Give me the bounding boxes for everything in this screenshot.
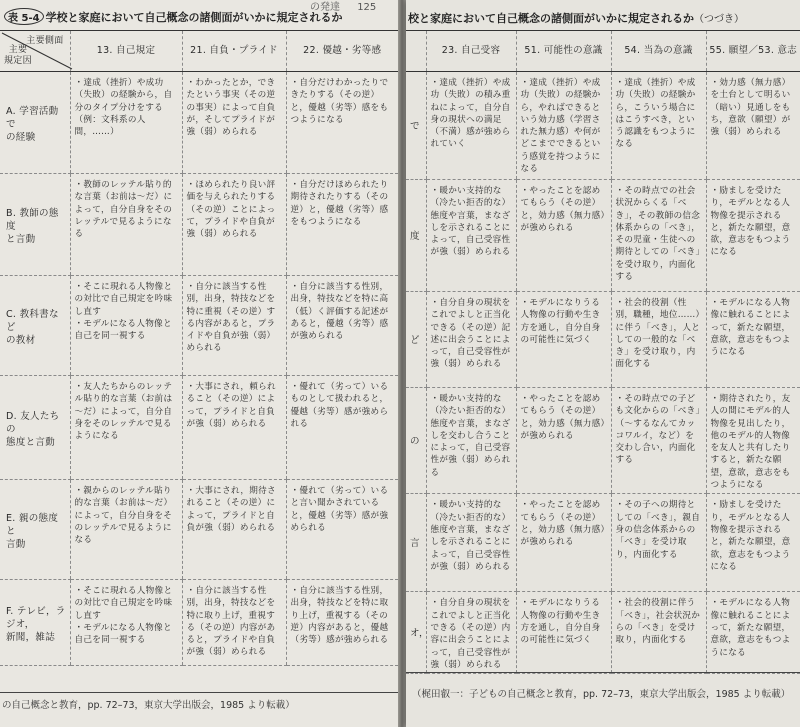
table-cell: ・社会的役割に伴う「べき」，社会状況からの「べき」を受け取り，内面化する	[611, 592, 706, 674]
table-cell: ・モデルになる人物像に触れることによって，新たな願望，意欲，意志をもつようになる	[706, 592, 800, 674]
table-cell: ・優れて（劣って）いるものとして扱われると，優越（劣等）感が強められる	[286, 376, 398, 480]
row-header: B. 教師の態度 と言動	[0, 174, 70, 276]
table-cell: ・モデルになりうる人物像の行動や生き方を通し，自分自身の可能性に気づく	[516, 592, 611, 674]
table-caption	[4, 8, 343, 25]
footnote-rule	[406, 672, 800, 673]
stub-header	[406, 31, 426, 72]
row-header: E. 親の態度と 言動	[0, 480, 70, 580]
table-cell: ・大事にされ，期待されること（その逆）によって，プライドと自負が強（弱）められる	[182, 480, 286, 580]
table-cell: ・暖かい支持的な（冷たい拒否的な）態度や言葉，まなざしを示されることによって，自己受容性が強（弱）められる	[426, 494, 516, 592]
table-cell: ・自分だけわかったりできたりする（その逆）と，優越（劣等）感をもつようになる	[286, 72, 398, 174]
table-cell: ・優れて（劣って）いると言い聞かされていると，優越（劣等）感が強められる	[286, 480, 398, 580]
table-cell: ・自分に該当する性別，出身，特技などを特に取り上げ，重視する（その逆）内容があると，優越（劣等）感が強められる	[286, 580, 398, 666]
table-row	[0, 276, 398, 376]
table-cell: ・やったことを認めてもらう（その逆）と，効力感（無力感）が強められる	[516, 494, 611, 592]
table-cell: ・教師のレッテル貼り的な言葉（お前は～だ）によって，自分自身をそのレッテルで見るようになる	[70, 174, 182, 276]
running-head-text: の発達	[310, 2, 340, 13]
table-row	[406, 72, 800, 180]
table-cell: ・励ましを受けたり，モデルとなる人物像を提示されると，新たな願望，意欲，意志をもつようになる	[706, 180, 800, 292]
table-cell: ・大事にされ，頼られること（その逆）によって，プライドと自負が強（弱）められる	[182, 376, 286, 480]
footnote-rule	[0, 692, 398, 693]
caption-continued-label: （つづき）	[694, 14, 744, 25]
right-table	[406, 30, 800, 674]
table-row	[0, 580, 398, 666]
right-page	[406, 0, 800, 727]
table-cell: ・自分自身の現状をこれでよしと正当化できる（その逆）記述に出会うことによって，自己受容性が強（弱）められる	[426, 292, 516, 388]
table-cell: ・そこに現れる人物像との対比で自己規定を吟味し直す ・モデルになる人物像と自己を同一視する	[70, 276, 182, 376]
table-cell: ・その時点での子ども文化からの「べき」（～するなんてカッコワルイ，など）を交わし合い，内面化する	[611, 388, 706, 494]
table-number: 表 5-4	[4, 8, 44, 25]
table-cell: ・ほめられたり良い評価を与えられたりする（その逆）ことによって，プライドや自負が強（弱）められる	[182, 174, 286, 276]
table-cell: ・効力感（無力感）を土台として明るい（暗い）見通しをもち，意欲（願望）が強（弱）められる	[706, 72, 800, 180]
table-cell: ・その時点での社会状況からくる「べき」，その教師の信念体系からの「べき」，その児童・生徒への期待としての「べき」を受け取り，内面化する	[611, 180, 706, 292]
table-cell: ・期待されたり，友人の間にモデル的人物像を見出したり，他のモデル的人物像を友人と共有したりすると，新たな願望，意欲，意志をもつようになる	[706, 388, 800, 494]
footnote-right: （梶田叡一：子どもの自己概念と教育，pp. 72–73，東京大学出版会，1985 より転載）	[412, 689, 791, 700]
table-cell: ・達成（挫折）や成功（失敗）の経験から，こういう場合にはこうすべき，という認識をもつようになる	[611, 72, 706, 180]
caption-text: 校と家庭において自己概念の諸側面がいかに規定されるか	[408, 12, 694, 25]
column-header: 55. 願望／53. 意志	[706, 31, 800, 72]
row-header-stub: オ，	[406, 592, 426, 674]
table-cell: ・友人たちからのレッテル貼り的な言葉（お前は～だ）によって，自分自身をそのレッテルで見るようになる	[70, 376, 182, 480]
table-cell: ・自分に該当する性別，出身，特技などを特に取り上げ，重視する（その逆）内容があると，プライドや自負が強（弱）められる	[182, 580, 286, 666]
table-cell: ・励ましを受けたり，モデルとなる人物像を提示されると，新たな願望，意欲，意志をもつようになる	[706, 494, 800, 592]
column-header: 51. 可能性の意識	[516, 31, 611, 72]
left-page	[0, 0, 398, 727]
row-header: D. 友人たちの 態度と言動	[0, 376, 70, 480]
column-header: 22. 優越・劣等感	[286, 31, 398, 72]
table-row	[406, 388, 800, 494]
row-header-stub: で	[406, 72, 426, 180]
table-row	[0, 480, 398, 580]
table-cell: ・暖かい支持的な（冷たい拒否的な）態度や言葉，まなざしを交わし合うことによって，自己受容性が強（弱）められる	[426, 388, 516, 494]
left-table	[0, 30, 398, 666]
row-header-stub: 度	[406, 180, 426, 292]
row-header-stub: の	[406, 388, 426, 494]
table-row	[406, 292, 800, 388]
row-header: C. 教科書など の教材	[0, 276, 70, 376]
table-cell: ・自分に該当する性別，出身，特技などを特に重視（その逆）する内容があると，プライドや自負が強（弱）められる	[182, 276, 286, 376]
right-table-header-row	[406, 31, 800, 72]
footnote-left: の自己概念と教育，pp. 72–73，東京大学出版会，1985 より転載）	[2, 700, 295, 711]
table-cell: ・わかったとか，できたという事実（その逆の事実）によって自負が，そしてプライドが強（弱）められる	[182, 72, 286, 174]
table-cell: ・モデルになる人物像に触れることによって，新たな願望，意欲，意志をもつようになる	[706, 292, 800, 388]
corner-top-label: 主要側面	[26, 36, 64, 46]
table-row	[406, 592, 800, 674]
table-cell: ・社会的役割（性別，職種，地位……）に伴う「べき」，人としての一般的な「べき」を受け取り，内面化する	[611, 292, 706, 388]
column-header: 23. 自己受容	[426, 31, 516, 72]
table-caption-continued	[408, 10, 744, 26]
table-cell: ・自分自身の現状をこれでよしと正当化できる（その逆）内容に出会うことによって，自己受容性が強（弱）められる	[426, 592, 516, 674]
table-row	[406, 494, 800, 592]
column-header: 13. 自己規定	[70, 31, 182, 72]
table-cell: ・達成（挫折）や成功（失敗）の積み重ねによって，自分自身の現状への満足（不満）感が強められていく	[426, 72, 516, 180]
table-cell: ・達成（挫折）や成功（失敗）の経験から，自分のタイプ分けをする（例：文科系の人間，……）	[70, 72, 182, 174]
row-header: A. 学習活動で の経験	[0, 72, 70, 174]
table-cell: ・達成（挫折）や成功（失敗）の経験から，やればできるという効力感（学習された無力感）や何がどこまでできるという感覚を持つようになる	[516, 72, 611, 180]
table-cell: ・自分に該当する性別，出身，特技などを特に高（低）く評価する記述があると，優越（劣等）感が強められる	[286, 276, 398, 376]
row-header-stub: ど	[406, 292, 426, 388]
book-gutter	[398, 0, 406, 727]
page-number: 125	[357, 2, 377, 13]
table-cell: ・やったことを認めてもらう（その逆）と，効力感（無力感）が強められる	[516, 388, 611, 494]
row-header-stub: 言	[406, 494, 426, 592]
table-cell: ・その子への期待としての「べき」，親自身の信念体系からの「べき」を受け取り，内面化する	[611, 494, 706, 592]
column-header: 54. 当為の意識	[611, 31, 706, 72]
corner-header	[0, 31, 70, 72]
table-cell: ・親からのレッテル貼り的な言葉（お前は～だ）によって，自分自身をそのレッテルで見るようになる	[70, 480, 182, 580]
table-row	[0, 174, 398, 276]
row-header: F. テレビ，ラジオ， 新聞，雑誌	[0, 580, 70, 666]
table-cell: ・自分だけほめられたり期待されたりする（その逆）と，優越（劣等）感をもつようになる	[286, 174, 398, 276]
table-row	[0, 376, 398, 480]
table-row	[0, 72, 398, 174]
left-table-header-row	[0, 31, 398, 72]
table-row	[406, 180, 800, 292]
caption-text: 学校と家庭において自己概念の諸側面がいかに規定されるか	[45, 11, 343, 24]
table-cell: ・やったことを認めてもらう（その逆）と，効力感（無力感）が強められる	[516, 180, 611, 292]
table-cell: ・モデルになりうる人物像の行動や生き方を通し，自分自身の可能性に気づく	[516, 292, 611, 388]
corner-bottom-label: 主要 規定因	[4, 45, 32, 66]
table-cell: ・そこに現れる人物像との対比で自己規定を吟味し直す ・モデルになる人物像と自己を同一視する	[70, 580, 182, 666]
table-cell: ・暖かい支持的な（冷たい拒否的な）態度や言葉，まなざしを示されることによって，自己受容性が強（弱）められる	[426, 180, 516, 292]
column-header: 21. 自負・プライド	[182, 31, 286, 72]
